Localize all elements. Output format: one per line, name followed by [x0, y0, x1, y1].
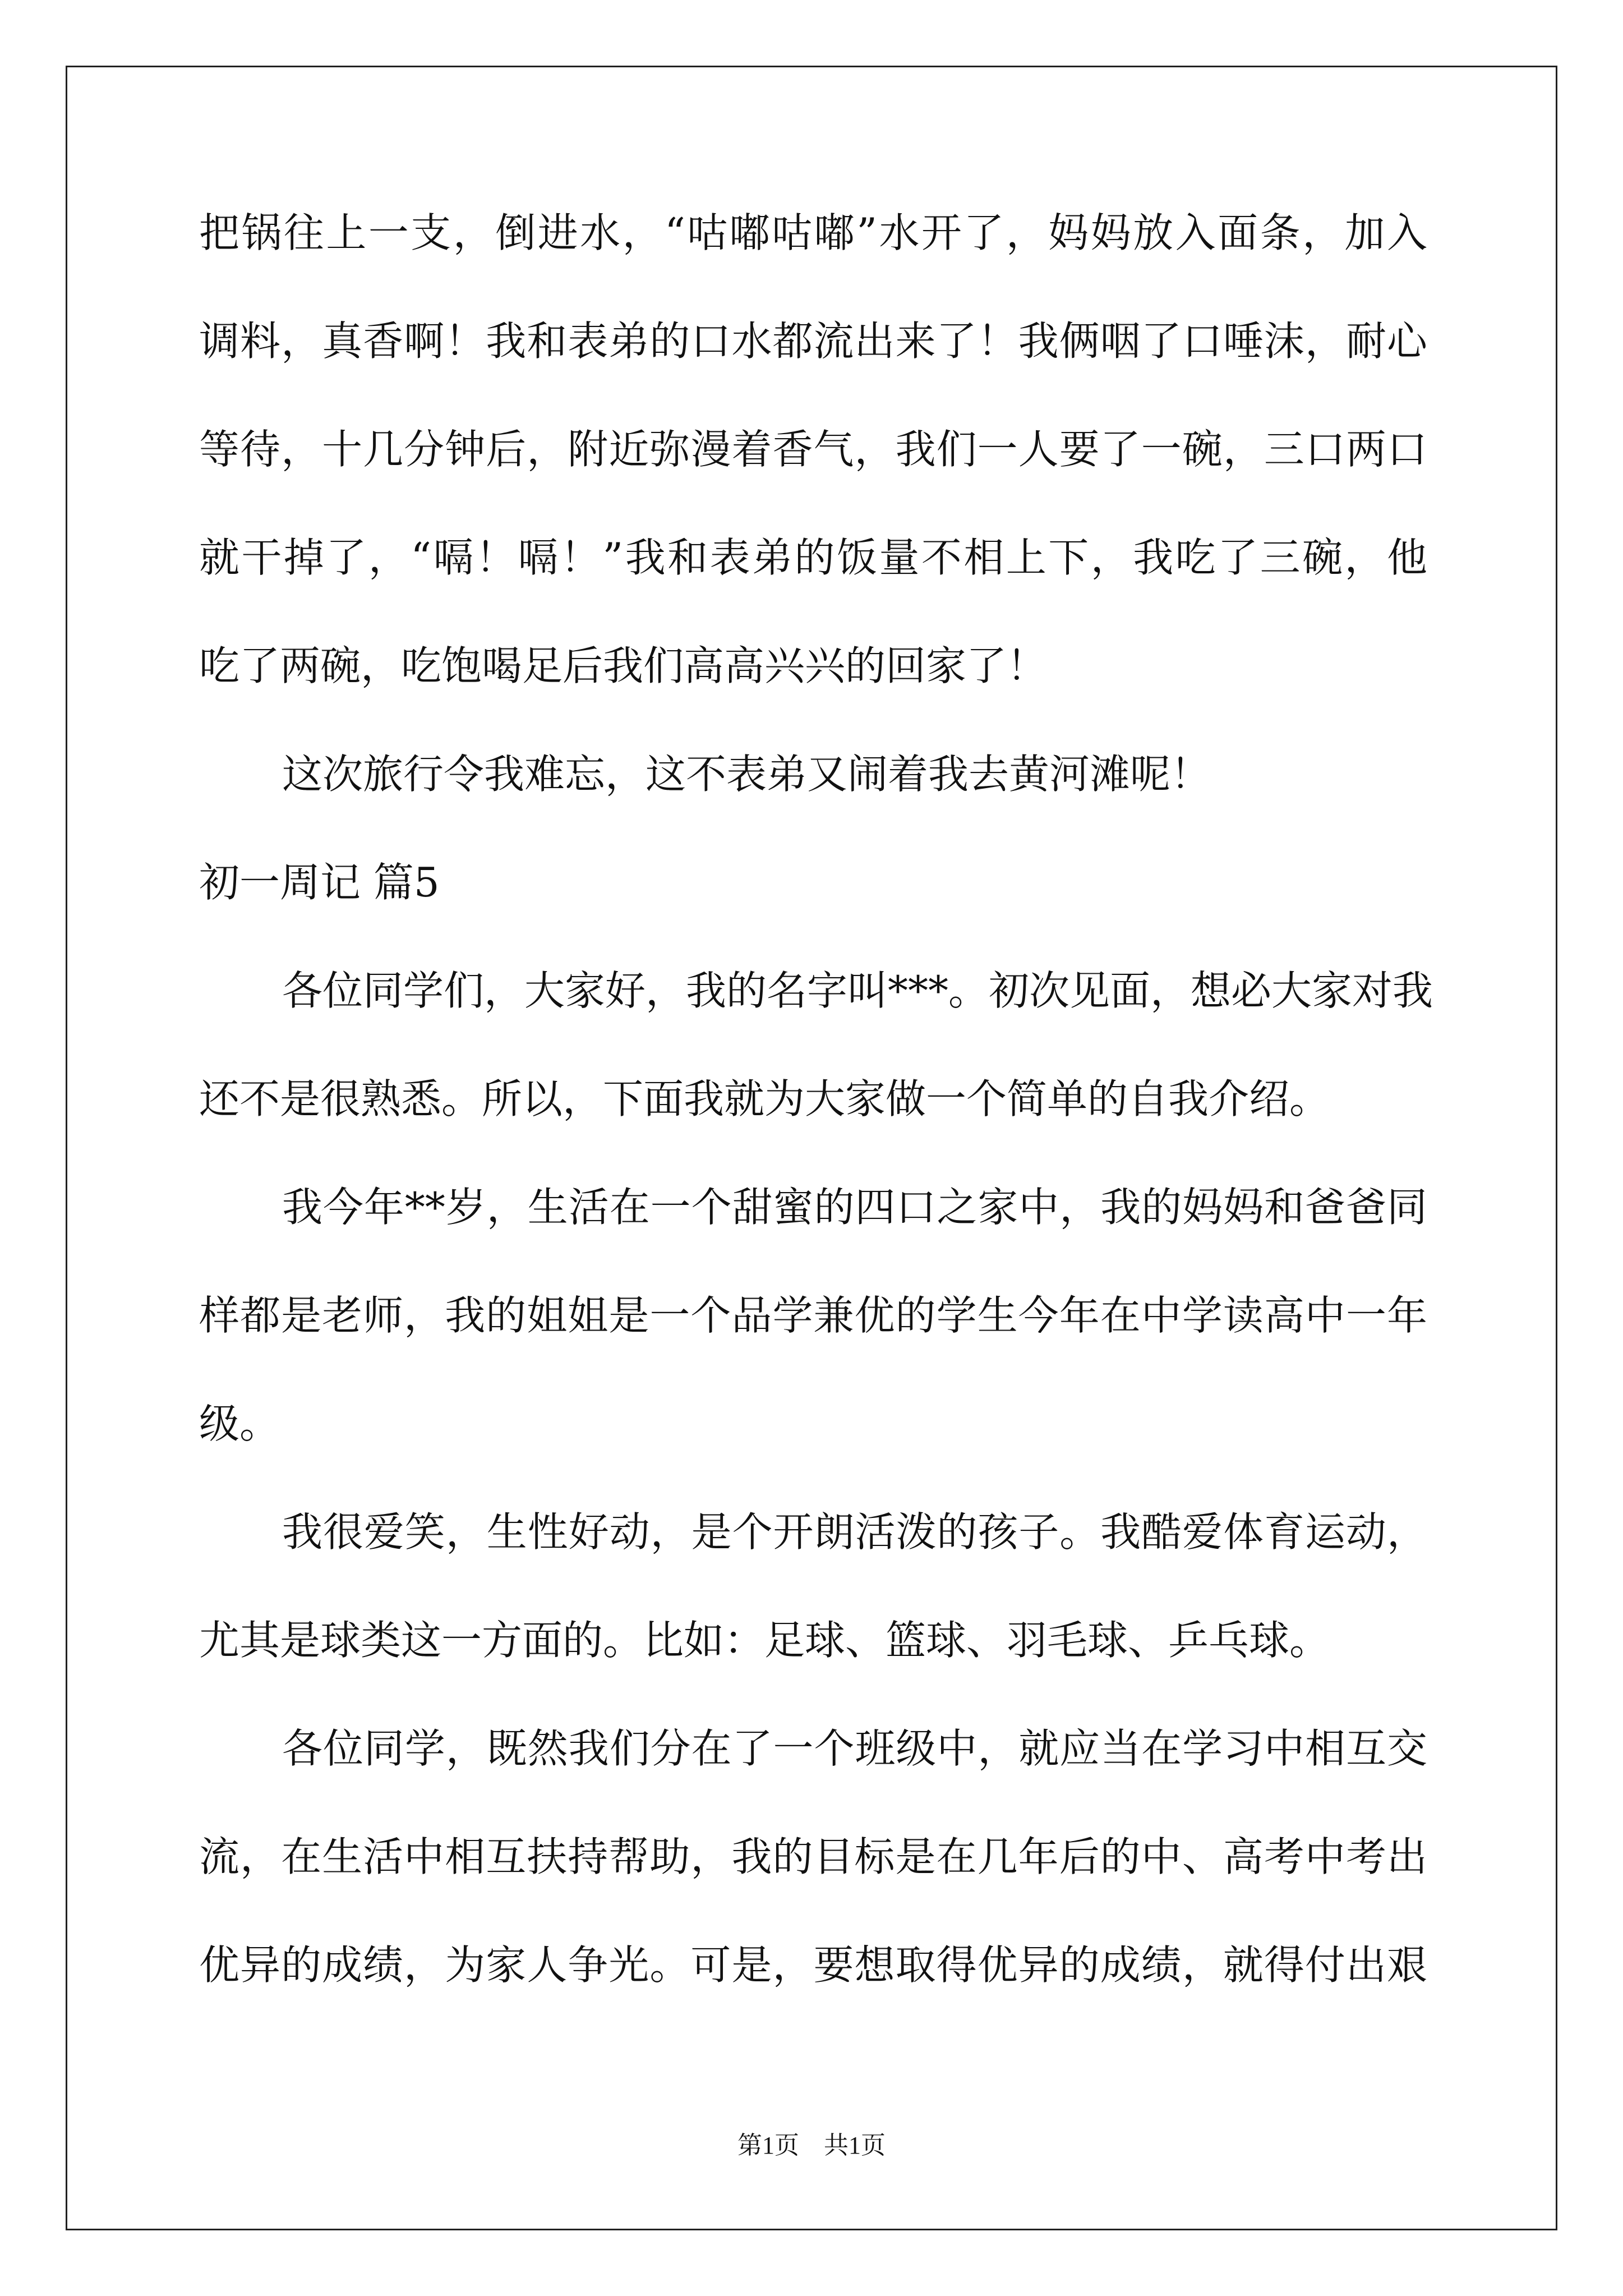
- paragraph-line: 还不是很熟悉。所以，下面我就为大家做一个简单的自我介绍。: [199, 1075, 1330, 1122]
- paragraph-line: 调料，真香啊！我和表弟的口水都流出来了！我俩咽了口唾沫，耐心: [199, 318, 1427, 365]
- paragraph-line: 就干掉了，“嗝！嗝！”我和表弟的饭量不相上下，我吃了三碗，他: [199, 534, 1427, 581]
- page-border: [66, 66, 1557, 2230]
- paragraph-line: 吃了两碗，吃饱喝足后我们高高兴兴的回家了！: [199, 642, 1048, 689]
- paragraph-line: 等待，十几分钟后，附近弥漫着香气，我们一人要了一碗，三口两口: [199, 426, 1427, 473]
- paragraph-line: 优异的成绩，为家人争光。可是，要想取得优异的成绩，就得付出艰: [199, 1941, 1427, 1989]
- section-heading: 初一周记 篇5: [199, 859, 440, 906]
- paragraph-line: 样都是老师，我的姐姐是一个品学兼优的学生今年在中学读高中一年: [199, 1292, 1427, 1339]
- paragraph-line: 把锅往上一支，倒进水，“咕嘟咕嘟”水开了，妈妈放入面条，加入: [199, 209, 1427, 256]
- paragraph-line: 各位同学们，大家好，我的名字叫***。初次见面，想必大家对我: [282, 967, 1433, 1014]
- page-footer: 第1页 共1页: [737, 2132, 886, 2159]
- paragraph-line: 尤其是球类这一方面的。比如：足球、篮球、羽毛球、乒乓球。: [199, 1617, 1330, 1664]
- paragraph-line: 我今年**岁，生活在一个甜蜜的四口之家中，我的妈妈和爸爸同: [282, 1184, 1427, 1231]
- paragraph-line: 我很爱笑，生性好动，是个开朗活泼的孩子。我酷爱体育运动，: [282, 1508, 1427, 1556]
- paragraph-line: 级。: [199, 1400, 280, 1447]
- paragraph-line: 这次旅行令我难忘，这不表弟又闹着我去黄河滩呢！: [282, 751, 1211, 798]
- paragraph-line: 流，在生活中相互扶持帮助，我的目标是在几年后的中、高考中考出: [199, 1833, 1427, 1880]
- paragraph-line: 各位同学，既然我们分在了一个班级中，就应当在学习中相互交: [282, 1725, 1427, 1772]
